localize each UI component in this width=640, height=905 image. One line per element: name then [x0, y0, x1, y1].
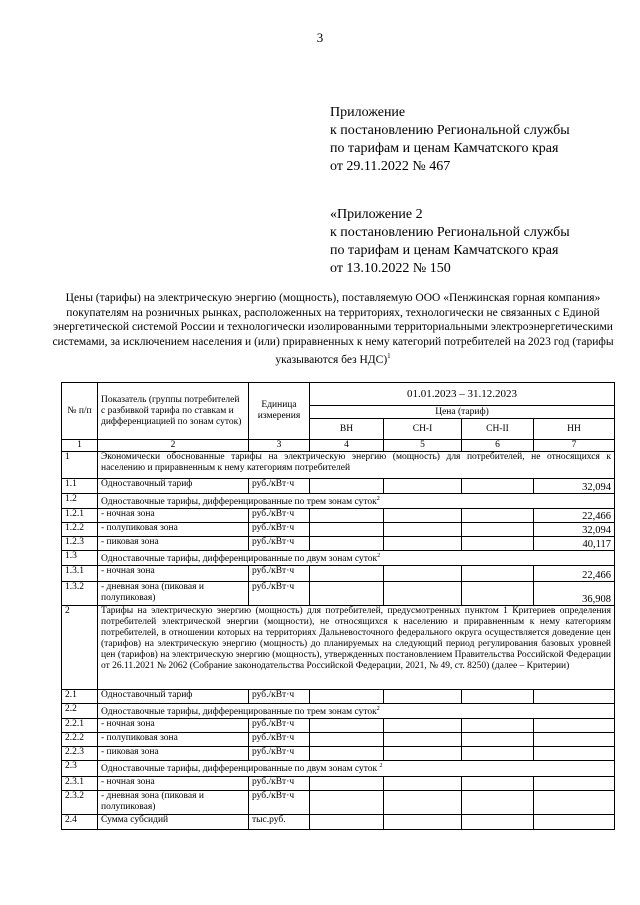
appendix-line: «Приложение 2 — [330, 207, 423, 222]
header-vn: ВН — [310, 419, 384, 440]
row-name: - ночная зона — [98, 509, 249, 523]
table-row — [62, 790, 615, 814]
row-unit: руб./кВт·ч — [249, 582, 310, 606]
row-name-text: Одноставочные тарифы, дифференцированные по двум зонам суток — [101, 554, 378, 565]
cell-sn1 — [384, 790, 462, 814]
row-name — [98, 704, 615, 719]
row-unit: руб./кВт·ч — [249, 690, 310, 704]
row-name — [98, 551, 615, 566]
cell-sn1 — [384, 479, 462, 494]
cell-sn2 — [462, 523, 534, 537]
row-unit: руб./кВт·ч — [249, 747, 310, 761]
cell-vn — [310, 509, 384, 523]
cell-sn1 — [384, 566, 462, 582]
row-unit: тыс.руб. — [249, 814, 310, 829]
row-name: - пиковая зона — [98, 537, 249, 551]
table-row — [62, 582, 615, 606]
appendix-header-1 — [330, 104, 570, 176]
cell-vn — [310, 776, 384, 790]
row-name: Сумма субсидий — [98, 814, 249, 829]
row-name-text: Одноставочные тарифы, дифференцированные по трем зонам суток — [101, 497, 377, 508]
appendix-line: к постановлению Региональной службы — [330, 123, 570, 138]
header-period: 01.01.2023 – 31.12.2023 — [310, 383, 615, 406]
row-name — [98, 761, 615, 776]
row-name-text: Одноставочные тарифы, дифференцированные по двум зонам суток — [101, 764, 380, 775]
cell-sn2 — [462, 566, 534, 582]
row-num: 1.3 — [62, 551, 98, 566]
cell-sn2 — [462, 747, 534, 761]
appendix-line: от 29.11.2022 № 467 — [330, 159, 451, 174]
col-number: 3 — [249, 440, 310, 452]
appendix-line: от 13.10.2022 № 150 — [330, 261, 451, 276]
cell-nn — [534, 690, 615, 704]
page-number: 3 — [316, 30, 324, 45]
row-unit: руб./кВт·ч — [249, 719, 310, 733]
caption-footnote-mark: 1 — [387, 352, 391, 360]
appendix-line: по тарифам и ценам Камчатского края — [330, 141, 559, 156]
table-caption — [52, 291, 614, 367]
cell-sn2 — [462, 719, 534, 733]
table-row — [62, 776, 615, 790]
table-row — [62, 719, 615, 733]
tariff-table — [61, 382, 615, 830]
cell-nn — [534, 814, 615, 829]
cell-nn: 22,466 — [534, 509, 615, 523]
header-sn2: СН-II — [462, 419, 534, 440]
row-num: 2.3.1 — [62, 776, 98, 790]
row-num: 2.3 — [62, 761, 98, 776]
cell-vn — [310, 582, 384, 606]
cell-vn — [310, 814, 384, 829]
row-num: 2.4 — [62, 814, 98, 829]
row-unit: руб./кВт·ч — [249, 523, 310, 537]
row-num: 1.3.2 — [62, 582, 98, 606]
table-row — [62, 690, 615, 704]
row-name: Одноставочный тариф — [98, 479, 249, 494]
cell-sn1 — [384, 719, 462, 733]
table-row — [62, 523, 615, 537]
cell-sn1 — [384, 582, 462, 606]
row-num: 1.2.1 — [62, 509, 98, 523]
table-row — [62, 494, 615, 509]
row-unit: руб./кВт·ч — [249, 537, 310, 551]
row-name: - дневная зона (пиковая и полупиковая) — [98, 582, 249, 606]
row-name: - ночная зона — [98, 719, 249, 733]
row-num: 2 — [62, 606, 98, 690]
cell-vn — [310, 479, 384, 494]
header-sn1: СН-I — [384, 419, 462, 440]
table-row — [62, 479, 615, 494]
cell-sn1 — [384, 523, 462, 537]
cell-sn2 — [462, 814, 534, 829]
cell-sn1 — [384, 814, 462, 829]
cell-sn2 — [462, 733, 534, 747]
table-row — [62, 761, 615, 776]
cell-nn — [534, 733, 615, 747]
row-name: - дневная зона (пиковая и полупиковая) — [98, 790, 249, 814]
row-name-text: Одноставочные тарифы, дифференцированные по трем зонам суток — [101, 707, 377, 718]
col-number: 5 — [384, 440, 462, 452]
cell-vn — [310, 566, 384, 582]
cell-sn1 — [384, 537, 462, 551]
cell-nn: 32,094 — [534, 523, 615, 537]
col-number: 4 — [310, 440, 384, 452]
row-name: - полупиковая зона — [98, 523, 249, 537]
cell-sn2 — [462, 790, 534, 814]
appendix-line: Приложение — [330, 105, 406, 120]
column-numbers-row — [62, 440, 615, 452]
row-num: 1.1 — [62, 479, 98, 494]
header-nn: НН — [534, 419, 615, 440]
appendix-line: к постановлению Региональной службы — [330, 225, 570, 240]
row-name: - ночная зона — [98, 566, 249, 582]
cell-sn2 — [462, 479, 534, 494]
table-row — [62, 537, 615, 551]
section-row — [62, 606, 615, 690]
cell-nn — [534, 747, 615, 761]
col-number: 6 — [462, 440, 534, 452]
col-number: 1 — [62, 440, 98, 452]
cell-vn — [310, 747, 384, 761]
cell-nn: 40,117 — [534, 537, 615, 551]
col-number: 2 — [98, 440, 249, 452]
row-name — [98, 494, 615, 509]
cell-sn2 — [462, 509, 534, 523]
cell-sn1 — [384, 747, 462, 761]
table-row — [62, 509, 615, 523]
section-title: Экономически обоснованные тарифы на электрическую энергию (мощность) для потребителей, не относящихся к населению и приравненным к нему категориям потребителей — [98, 452, 615, 479]
cell-nn: 36,908 — [534, 582, 615, 606]
header-price: Цена (тариф) — [310, 406, 615, 419]
cell-nn — [534, 776, 615, 790]
cell-sn2 — [462, 690, 534, 704]
row-num: 2.2.2 — [62, 733, 98, 747]
cell-vn — [310, 719, 384, 733]
caption-text: Цены (тарифы) на электрическую энергию (мощность), поставляемую ООО «Пенжинская горная компания» покупателям на розничных рынках, расположенных на территориях, технологически не связанных с Единой энергетической системой России и технологически изолированными территориальными электроэнергетическими системами, за исключением населения и (или) приравненных к нему категорий потребителей на 2023 год (тарифы указываются без НДС) — [52, 292, 614, 366]
appendix-header-2 — [330, 206, 570, 278]
header-indicator: Показатель (группы потребителей с разбивкой тарифа по ставкам и дифференциацией по зонам суток) — [98, 383, 249, 440]
row-name: - полупиковая зона — [98, 733, 249, 747]
row-num: 2.1 — [62, 690, 98, 704]
cell-nn — [534, 719, 615, 733]
table-row — [62, 814, 615, 829]
cell-sn1 — [384, 509, 462, 523]
row-num: 1.3.1 — [62, 566, 98, 582]
table-row — [62, 551, 615, 566]
col-number: 7 — [534, 440, 615, 452]
footnote-mark: 2 — [376, 706, 380, 713]
header-num: № п/п — [62, 383, 98, 440]
row-num: 1.2.2 — [62, 523, 98, 537]
table-row — [62, 733, 615, 747]
row-unit: руб./кВт·ч — [249, 479, 310, 494]
row-num: 1.2.3 — [62, 537, 98, 551]
row-num: 1.2 — [62, 494, 98, 509]
row-unit: руб./кВт·ч — [249, 566, 310, 582]
table-header-row — [62, 383, 615, 406]
cell-vn — [310, 733, 384, 747]
appendix-line: по тарифам и ценам Камчатского края — [330, 243, 559, 258]
cell-vn — [310, 790, 384, 814]
row-num: 2.2.1 — [62, 719, 98, 733]
cell-vn — [310, 537, 384, 551]
cell-sn2 — [462, 582, 534, 606]
cell-nn — [534, 790, 615, 814]
row-name: - ночная зона — [98, 776, 249, 790]
section-row — [62, 452, 615, 479]
row-name: - пиковая зона — [98, 747, 249, 761]
cell-vn — [310, 690, 384, 704]
header-unit: Единица измерения — [249, 383, 310, 440]
row-num: 1 — [62, 452, 98, 479]
row-unit: руб./кВт·ч — [249, 776, 310, 790]
table-row — [62, 566, 615, 582]
cell-vn — [310, 523, 384, 537]
row-num: 2.3.2 — [62, 790, 98, 814]
row-unit: руб./кВт·ч — [249, 733, 310, 747]
table-row — [62, 704, 615, 719]
cell-nn: 22,466 — [534, 566, 615, 582]
cell-sn2 — [462, 776, 534, 790]
cell-sn1 — [384, 690, 462, 704]
row-num: 2.2 — [62, 704, 98, 719]
cell-sn1 — [384, 776, 462, 790]
row-name: Одноставочный тариф — [98, 690, 249, 704]
table-row — [62, 747, 615, 761]
section-title: Тарифы на электрическую энергию (мощность) для потребителей, предусмотренных пунктом 1 Критериев определения потребителей электрической энергии (мощности), не относящихся к населению и приравненным к нему категориям потребителей, в отношении которых на территориях Дальневосточного федерального округа осуществляется доведение цен (тарифов) на электрическую энергию (мощность) до планируемых на следующий период регулирования базовых уровней цен (тарифов) на электрическую энергию (мощность), утвержденных постановлением Правительства Российской Федерации от 26.11.2021 № 2062 (Собрание законодательства Российской Федерации, 2021, № 49, ст. 8250) (далее – Критерии) — [98, 606, 615, 690]
row-unit: руб./кВт·ч — [249, 509, 310, 523]
footnote-mark: 2 — [377, 553, 381, 560]
row-num: 2.2.3 — [62, 747, 98, 761]
row-unit: руб./кВт·ч — [249, 790, 310, 814]
footnote-mark: 2 — [376, 496, 380, 502]
cell-nn: 32,094 — [534, 479, 615, 494]
cell-sn1 — [384, 733, 462, 747]
footnote-mark: 2 — [379, 763, 383, 770]
cell-sn2 — [462, 537, 534, 551]
